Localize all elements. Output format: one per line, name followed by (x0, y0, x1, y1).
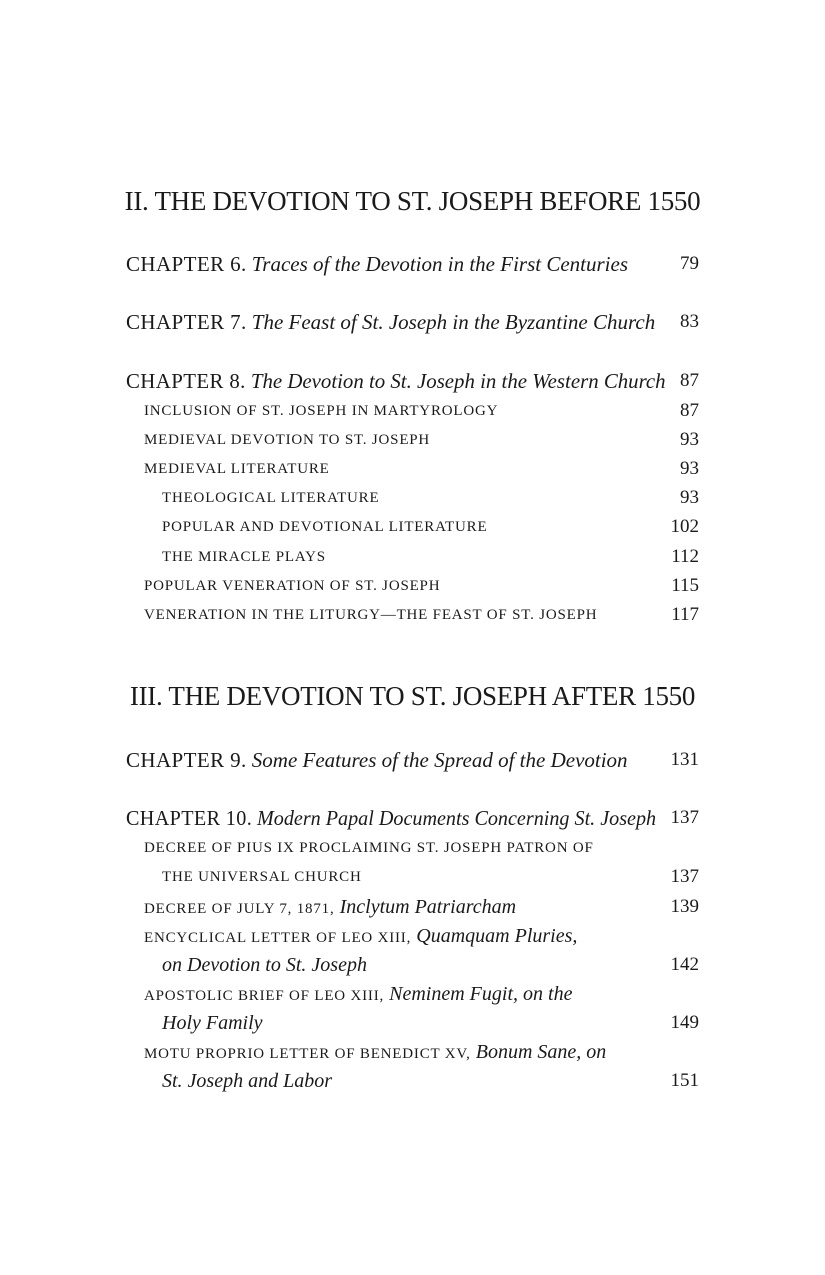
page-number: 87 (680, 370, 699, 391)
subentry-title: DECREE OF PIUS IX PROCLAIMING ST. JOSEPH PATRON OF (144, 840, 594, 856)
subentry-title: VENERATION IN THE LITURGY—THE FEAST OF ST. JOSEPH (144, 607, 598, 623)
page-number: 112 (671, 546, 699, 567)
page-number: 117 (671, 604, 699, 625)
page-number: 142 (670, 954, 699, 975)
subentry-title: DECREE OF JULY 7, 1871, (144, 901, 335, 917)
subentry-title-continued: THE UNIVERSAL CHURCH (162, 869, 362, 885)
subentry-title: ENCYCLICAL LETTER OF LEO XIII, (144, 930, 412, 946)
page-number: 137 (670, 807, 699, 828)
chapter-label: CHAPTER 6. (126, 252, 247, 276)
page-number: 93 (680, 458, 699, 479)
toc-subentry[interactable] (126, 425, 699, 455)
subentry-title: MOTU PROPRIO LETTER OF BENEDICT XV, (144, 1046, 471, 1062)
page-number: 131 (670, 749, 699, 770)
toc-subentry[interactable] (126, 483, 699, 513)
toc-entry-chapter-8[interactable] (126, 366, 699, 396)
part-3-heading: III. THE DEVOTION TO ST. JOSEPH AFTER 1550 (129, 681, 696, 711)
toc-subentry-continuation[interactable] (126, 950, 699, 980)
chapter-title: The Feast of St. Joseph in the Byzantine Church (251, 310, 656, 334)
subentry-title-continued: St. Joseph and Labor (162, 1070, 332, 1092)
chapter-title: Some Features of the Spread of the Devotion (251, 748, 628, 772)
subentry-title: MEDIEVAL LITERATURE (144, 461, 330, 477)
toc-subentry[interactable] (126, 542, 699, 572)
toc-subentry[interactable] (126, 921, 699, 951)
chapter-label: CHAPTER 10. (126, 806, 253, 830)
chapter-title: The Devotion to St. Joseph in the Western Church (250, 369, 666, 393)
toc-entry-chapter-9[interactable] (126, 745, 699, 775)
subentry-title-continued: on Devotion to St. Joseph (162, 954, 367, 976)
part-2-heading: II. THE DEVOTION TO ST. JOSEPH BEFORE 1550 (124, 186, 701, 216)
toc-entry-chapter-6[interactable] (126, 249, 699, 279)
chapter-label: CHAPTER 8. (126, 369, 246, 393)
toc-subentry[interactable] (126, 396, 699, 426)
page-number: 87 (680, 400, 699, 421)
page-number: 93 (680, 429, 699, 450)
toc-subentry[interactable] (126, 571, 699, 601)
toc-subentry-continuation[interactable] (126, 1066, 699, 1096)
chapter-label: CHAPTER 7. (126, 310, 247, 334)
toc-subentry[interactable] (126, 833, 699, 863)
subentry-italic-title: Bonum Sane, on (475, 1041, 607, 1063)
chapter-label: CHAPTER 9. (126, 748, 247, 772)
page-number: 115 (671, 575, 699, 596)
page-number: 93 (680, 487, 699, 508)
chapter-title: Modern Papal Documents Concerning St. Joseph (257, 806, 657, 830)
chapter-title: Traces of the Devotion in the First Centuries (251, 252, 628, 276)
page-number: 151 (670, 1070, 699, 1091)
page-number: 139 (670, 896, 699, 917)
subentry-title: MEDIEVAL DEVOTION TO ST. JOSEPH (144, 432, 431, 448)
subentry-title: INCLUSION OF ST. JOSEPH IN MARTYROLOGY (144, 403, 499, 419)
subentry-title: APOSTOLIC BRIEF OF LEO XIII, (144, 988, 385, 1004)
toc-subentry[interactable] (126, 512, 699, 542)
toc-subentry-continuation[interactable] (126, 862, 699, 892)
subentry-title: POPULAR VENERATION OF ST. JOSEPH (144, 578, 441, 594)
toc-entry-chapter-10[interactable] (126, 803, 699, 833)
page-number: 83 (680, 311, 699, 332)
toc-subentry[interactable] (126, 979, 699, 1009)
toc-subentry-continuation[interactable] (126, 1008, 699, 1038)
page-number: 149 (670, 1012, 699, 1033)
subentry-title-continued: Holy Family (162, 1012, 263, 1034)
toc-subentry[interactable] (126, 1037, 699, 1067)
subentry-title: THEOLOGICAL LITERATURE (162, 490, 380, 506)
toc-subentry[interactable] (126, 600, 699, 630)
toc-subentry[interactable] (126, 892, 699, 922)
page-number: 79 (680, 253, 699, 274)
page-number: 137 (670, 866, 699, 887)
subentry-italic-title: Neminem Fugit, on the (389, 983, 573, 1005)
page-number: 102 (670, 516, 699, 537)
subentry-italic-title: Quamquam Pluries, (416, 925, 578, 947)
toc-subentry[interactable] (126, 454, 699, 484)
toc-entry-chapter-7[interactable] (126, 307, 699, 337)
subentry-title: POPULAR AND DEVOTIONAL LITERATURE (162, 519, 488, 535)
subentry-title: THE MIRACLE PLAYS (162, 549, 326, 565)
subentry-italic-title: Inclytum Patriarcham (339, 896, 517, 918)
